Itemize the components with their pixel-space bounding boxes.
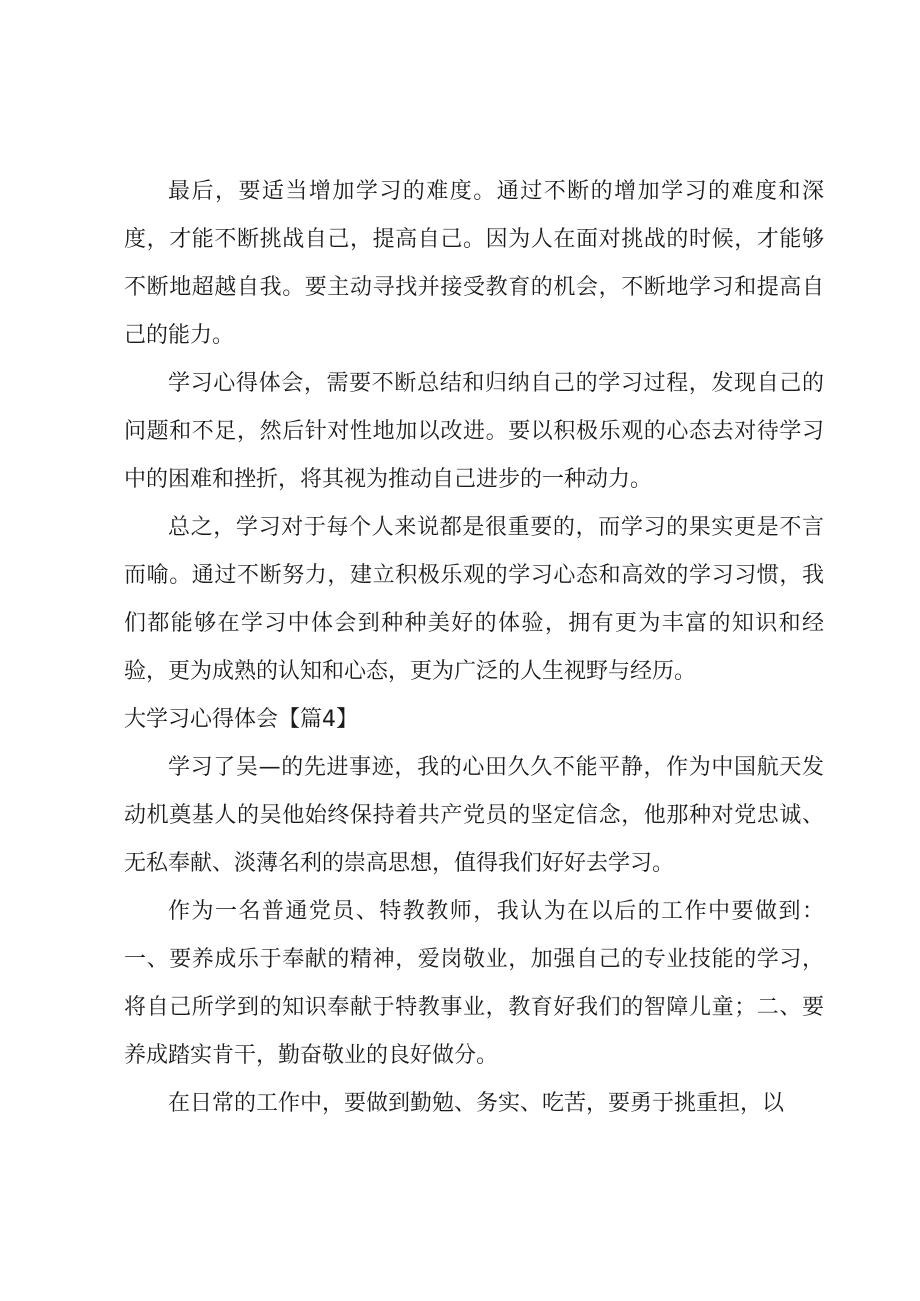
paragraph-exemplary-deeds: 学习了吴—的先进事迹，我的心田久久不能平静，作为中国航天发动机奠基人的吴他始终保持着共产党员的坚定信念，他那种对党忠诚、无私奉献、淡薄名利的崇高思想，值得我们好好去学习。: [124, 755, 824, 876]
document-body: [124, 168, 824, 1128]
paragraph-increase-difficulty: 最后，要适当增加学习的难度。通过不断的增加学习的难度和深度，才能不断挑战自己，提高自己。因为人在面对挑战的时候，才能够不断地超越自我。要主动寻找并接受教育的机会，不断地学习和提高自己的能力。: [124, 179, 824, 348]
section-heading: 大学习心得体会【篇4】: [124, 707, 358, 732]
paragraph-daily-work: 在日常的工作中，要做到勤勉、务实、吃苦，要勇于挑重担，以: [168, 1091, 785, 1116]
paragraph-work-goals: 作为一名普通党员、特教教师，我认为在以后的工作中要做到：一、要养成乐于奉献的精神，爱岗敬业，加强自己的专业技能的学习，将自己所学到的知识奉献于特教事业，教育好我们的智障儿童；二、要养成踏实肯干，勤奋敬业的良好做分。: [124, 899, 824, 1068]
paragraph-conclusion: 总之，学习对于每个人来说都是很重要的，而学习的果实更是不言而喻。通过不断努力，建立积极乐观的学习心态和高效的学习习惯，我们都能够在学习中体会到种种美好的体验，拥有更为丰富的知识和经验，更为成熟的认知和心态，更为广泛的人生视野与经历。: [124, 515, 824, 684]
paragraph-summarize-learning: 学习心得体会，需要不断总结和归纳自己的学习过程，发现自己的问题和不足，然后针对性地加以改进。要以积极乐观的心态去对待学习中的困难和挫折，将其视为推动自己进步的一种动力。: [124, 371, 824, 492]
